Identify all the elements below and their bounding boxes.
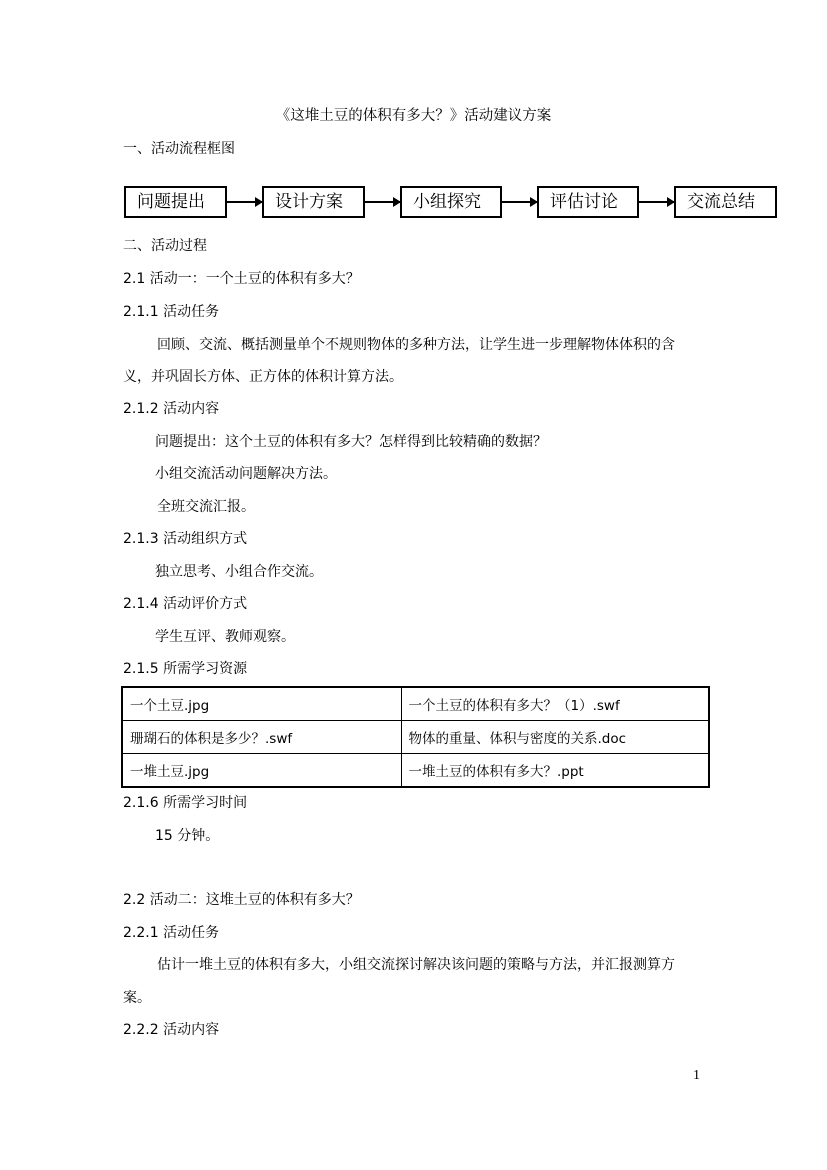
table-row xyxy=(122,754,709,788)
activity1-time-heading: 2.1.6 所需学习时间 xyxy=(123,795,248,811)
resources-table xyxy=(121,686,710,788)
flow-step-3: 小组探究 xyxy=(400,186,502,218)
flow-step-5: 交流总结 xyxy=(674,186,777,218)
activity2-task-heading: 2.2.1 活动任务 xyxy=(123,925,220,941)
flow-arrow-4 xyxy=(639,201,674,203)
activity1-resources-heading: 2.1.5 所需学习资源 xyxy=(123,661,248,677)
flow-step-4: 评估讨论 xyxy=(537,186,639,218)
flow-arrow-1 xyxy=(227,201,262,203)
document-title: 《这堆土豆的体积有多大？》活动建议方案 xyxy=(275,108,552,124)
flow-step-2: 设计方案 xyxy=(262,186,365,218)
activity1-eval-line1: 学生互评、教师观察。 xyxy=(155,629,295,645)
flow-step-1: 问题提出 xyxy=(124,186,227,218)
activity1-content-line3: 全班交流汇报。 xyxy=(157,499,255,515)
activity2-content-heading: 2.2.2 活动内容 xyxy=(123,1022,220,1038)
activity1-task-line1: 回顾、交流、概括测量单个不规则物体的多种方法，让学生进一步理解物体体积的含 xyxy=(157,337,675,353)
table-row xyxy=(122,687,709,721)
activity2-task-line1: 估计一堆土豆的体积有多大，小组交流探讨解决该问题的策略与方法，并汇报测算方 xyxy=(157,957,675,973)
activity1-task-line2: 义，并巩固长方体、正方体的体积计算方法。 xyxy=(123,369,403,385)
table-cell: 一堆土豆的体积有多大？.ppt xyxy=(401,754,709,788)
flow-arrow-2 xyxy=(365,201,400,203)
activity1-content-line2: 小组交流活动问题解决方法。 xyxy=(155,466,337,482)
section-heading-flowchart: 一、活动流程框图 xyxy=(123,141,235,157)
activity1-content-line1: 问题提出：这个土豆的体积有多大？怎样得到比较精确的数据？ xyxy=(155,434,547,450)
table-cell: 一堆土豆.jpg xyxy=(122,754,401,788)
table-cell: 一个土豆.jpg xyxy=(122,687,401,721)
activity1-eval-heading: 2.1.4 活动评价方式 xyxy=(123,596,248,612)
activity1-task-heading: 2.1.1 活动任务 xyxy=(123,304,220,320)
page-number: 1 xyxy=(693,1068,700,1083)
flow-arrow-3 xyxy=(502,201,537,203)
activity1-org-line1: 独立思考、小组合作交流。 xyxy=(155,564,323,580)
section-heading-process: 二、活动过程 xyxy=(123,238,207,254)
table-cell: 物体的重量、体积与密度的关系.doc xyxy=(401,721,709,754)
table-cell: 一个土豆的体积有多大？（1）.swf xyxy=(401,687,709,721)
activity1-content-heading: 2.1.2 活动内容 xyxy=(123,401,220,417)
activity1-heading: 2.1 活动一：一个土豆的体积有多大？ xyxy=(123,271,360,287)
activity2-heading: 2.2 活动二：这堆土豆的体积有多大？ xyxy=(123,892,360,908)
activity1-org-heading: 2.1.3 活动组织方式 xyxy=(123,531,248,547)
activity1-time-line1: 15 分钟。 xyxy=(155,828,220,844)
table-row xyxy=(122,721,709,754)
table-cell: 珊瑚石的体积是多少？.swf xyxy=(122,721,401,754)
activity2-task-line2: 案。 xyxy=(123,990,151,1006)
